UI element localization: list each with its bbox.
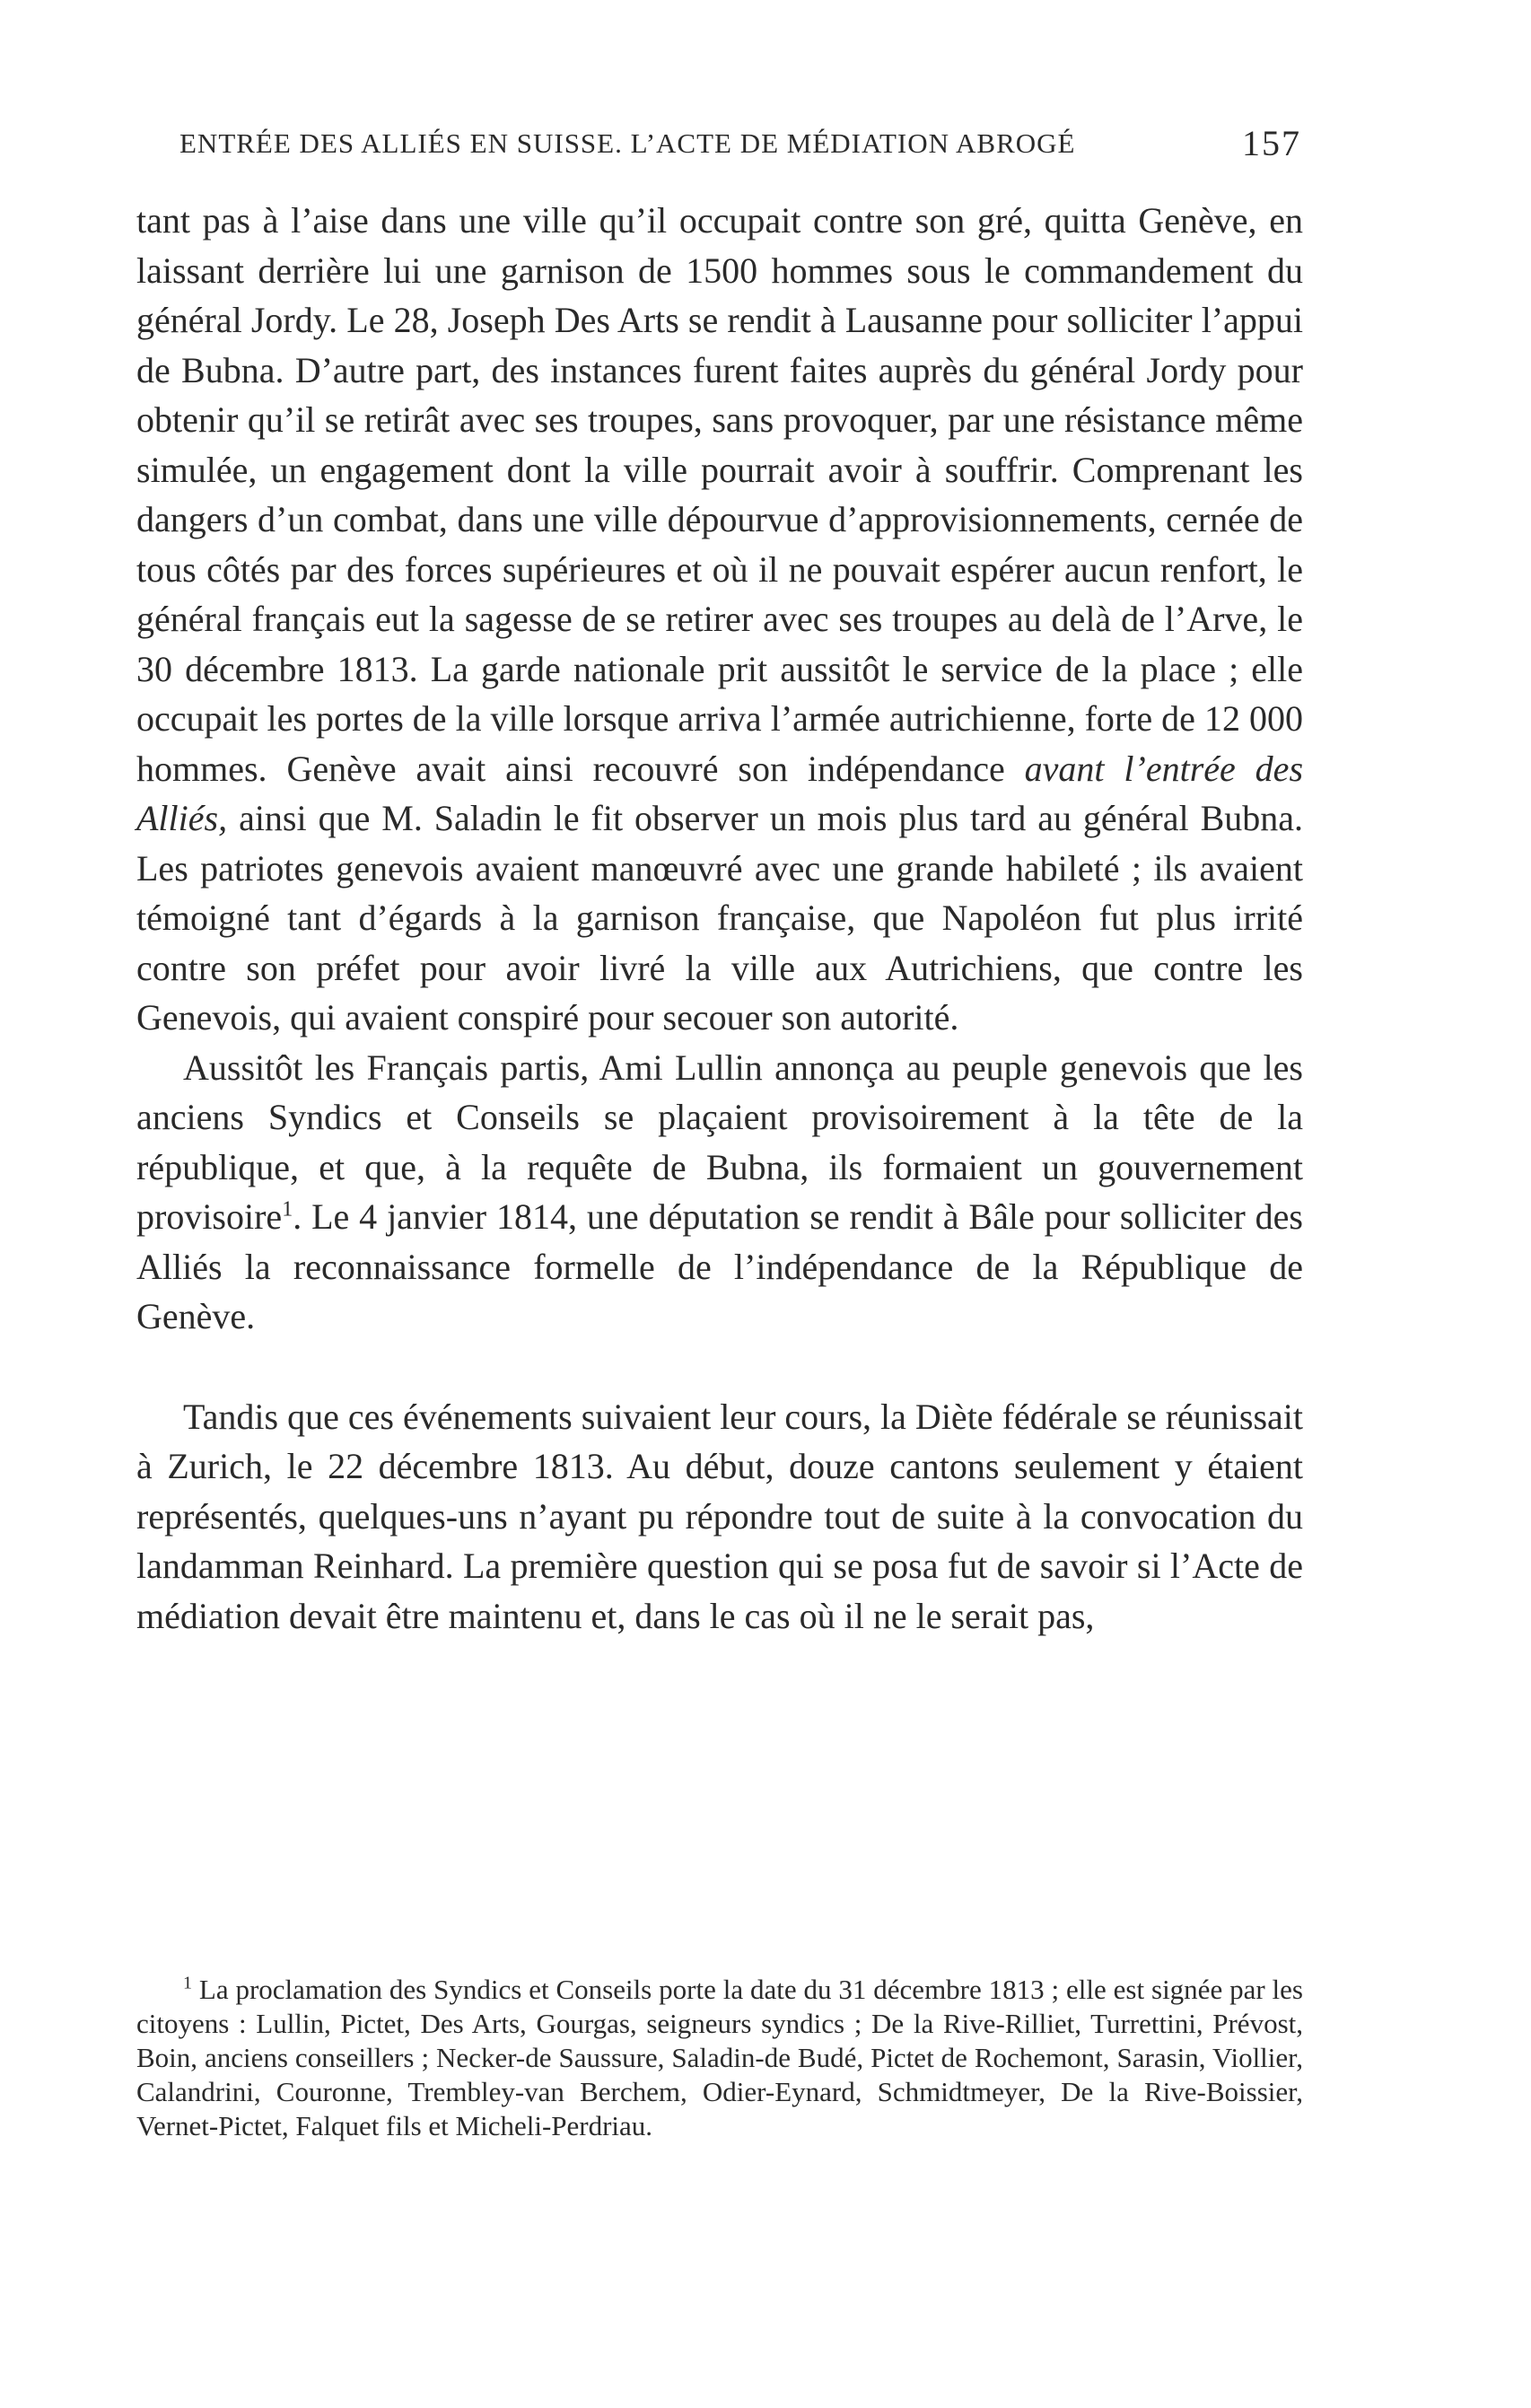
paragraph-1 <box>136 196 1303 1043</box>
paragraph-1-text: tant pas à l’aise dans une ville qu’il occupait contre son gré, quitta Genève, en laissant derrière lui une garnison de 1500 hommes sous le commandement du général Jordy. Le 28, Joseph Des Arts se rendit à Lausanne pour solliciter l’appui de Bubna. D’autre part, des instances furent faites auprès du général Jordy pour obtenir qu’il se retirât avec ses troupes, sans provoquer, par une résistance même simulée, un engagement dont la ville pourrait avoir à souffrir. Comprenant les dangers d’un combat, dans une ville dépourvue d’approvisionnements, cernée de tous côtés par des forces supérieures et où il ne pouvait espérer aucun renfort, le général français eut la sagesse de se retirer avec ses troupes au delà de l’Arve, le 30 décembre 1813. La garde nationale prit aussitôt le service de la place ; elle occupait les portes de la ville lorsque arriva l’armée autrichienne, forte de 12 000 hommes. Genève avait ainsi recouvré son indépendance <box>136 200 1303 789</box>
footnote-reference[interactable]: 1 <box>282 1197 293 1222</box>
chapter-title: ENTRÉE DES ALLIÉS EN SUISSE. L’ACTE DE MÉDIATION ABROGÉ <box>179 127 1076 159</box>
page-number: 157 <box>1242 123 1301 163</box>
paragraph-2-text-b: . Le 4 janvier 1814, une députation se rendit à Bâle pour solliciter des Alliés la reconnaissance formelle de l’indépendance de la République de Genève. <box>136 1196 1303 1336</box>
paragraph-1-end: ainsi que M. Saladin le fit observer un mois plus tard au général Bubna. Les patriotes genevois avaient manœuvré avec une grande habileté ; ils avaient témoigné tant d’égards à la garnison française, que Napoléon fut plus irrité contre son préfet pour avoir livré la ville aux Autrichiens, que contre les Genevois, qui avaient conspiré pour secouer son autorité. <box>136 798 1304 1038</box>
paragraph-2 <box>136 1043 1303 1342</box>
paragraph-2-text-a: Aussitôt les Français partis, Ami Lullin annonça au peuple genevois que les anciens Syndics et Conseils se plaçaient provisoirement à la tête de la république, et que, à la requête de Bubna, ils formaient un gouvernement provisoire <box>136 1046 1303 1237</box>
paragraph-3-text: Tandis que ces événements suivaient leur cours, la Diète fédérale se réunissait à Zurich, le 22 décembre 1813. Au début, douze cantons seulement y étaient représentés, quelques-uns n’ayant pu répondre tout de suite à la convocation du landamman Reinhard. La première question qui se posa fut de savoir si l’Acte de médiation devait être maintenu et, dans le cas où il ne le serait pas, <box>136 1396 1303 1636</box>
footnote-1 <box>136 1973 1303 2143</box>
footnote-text: La proclamation des Syndics et Conseils porte la date du 31 décembre 1813 ; elle est signée par les citoyens : Lullin, Pictet, Des Arts, Gourgas, seigneurs syndics ; De la Rive-Rilliet, Turrettini, Prévost, Boin, anciens conseillers ; Necker-de Saussure, Saladin-de Budé, Pictet de Rochemont, Sarasin, Viollier, Calandrini, Couronne, Trembley-van Berchem, Odier-Eynard, Schmidtmeyer, De la Rive-Boissier, Vernet-Pictet, Falquet fils et Micheli-Perdriau. <box>136 1974 1303 2141</box>
footnote-marker: 1 <box>183 1973 192 1993</box>
running-head <box>179 123 1301 171</box>
main-text <box>136 196 1303 1641</box>
footnote-block <box>136 1973 1303 2143</box>
italic-phrase: avant l’entrée des Alliés, <box>136 748 1304 838</box>
paragraph-3 <box>136 1392 1303 1642</box>
